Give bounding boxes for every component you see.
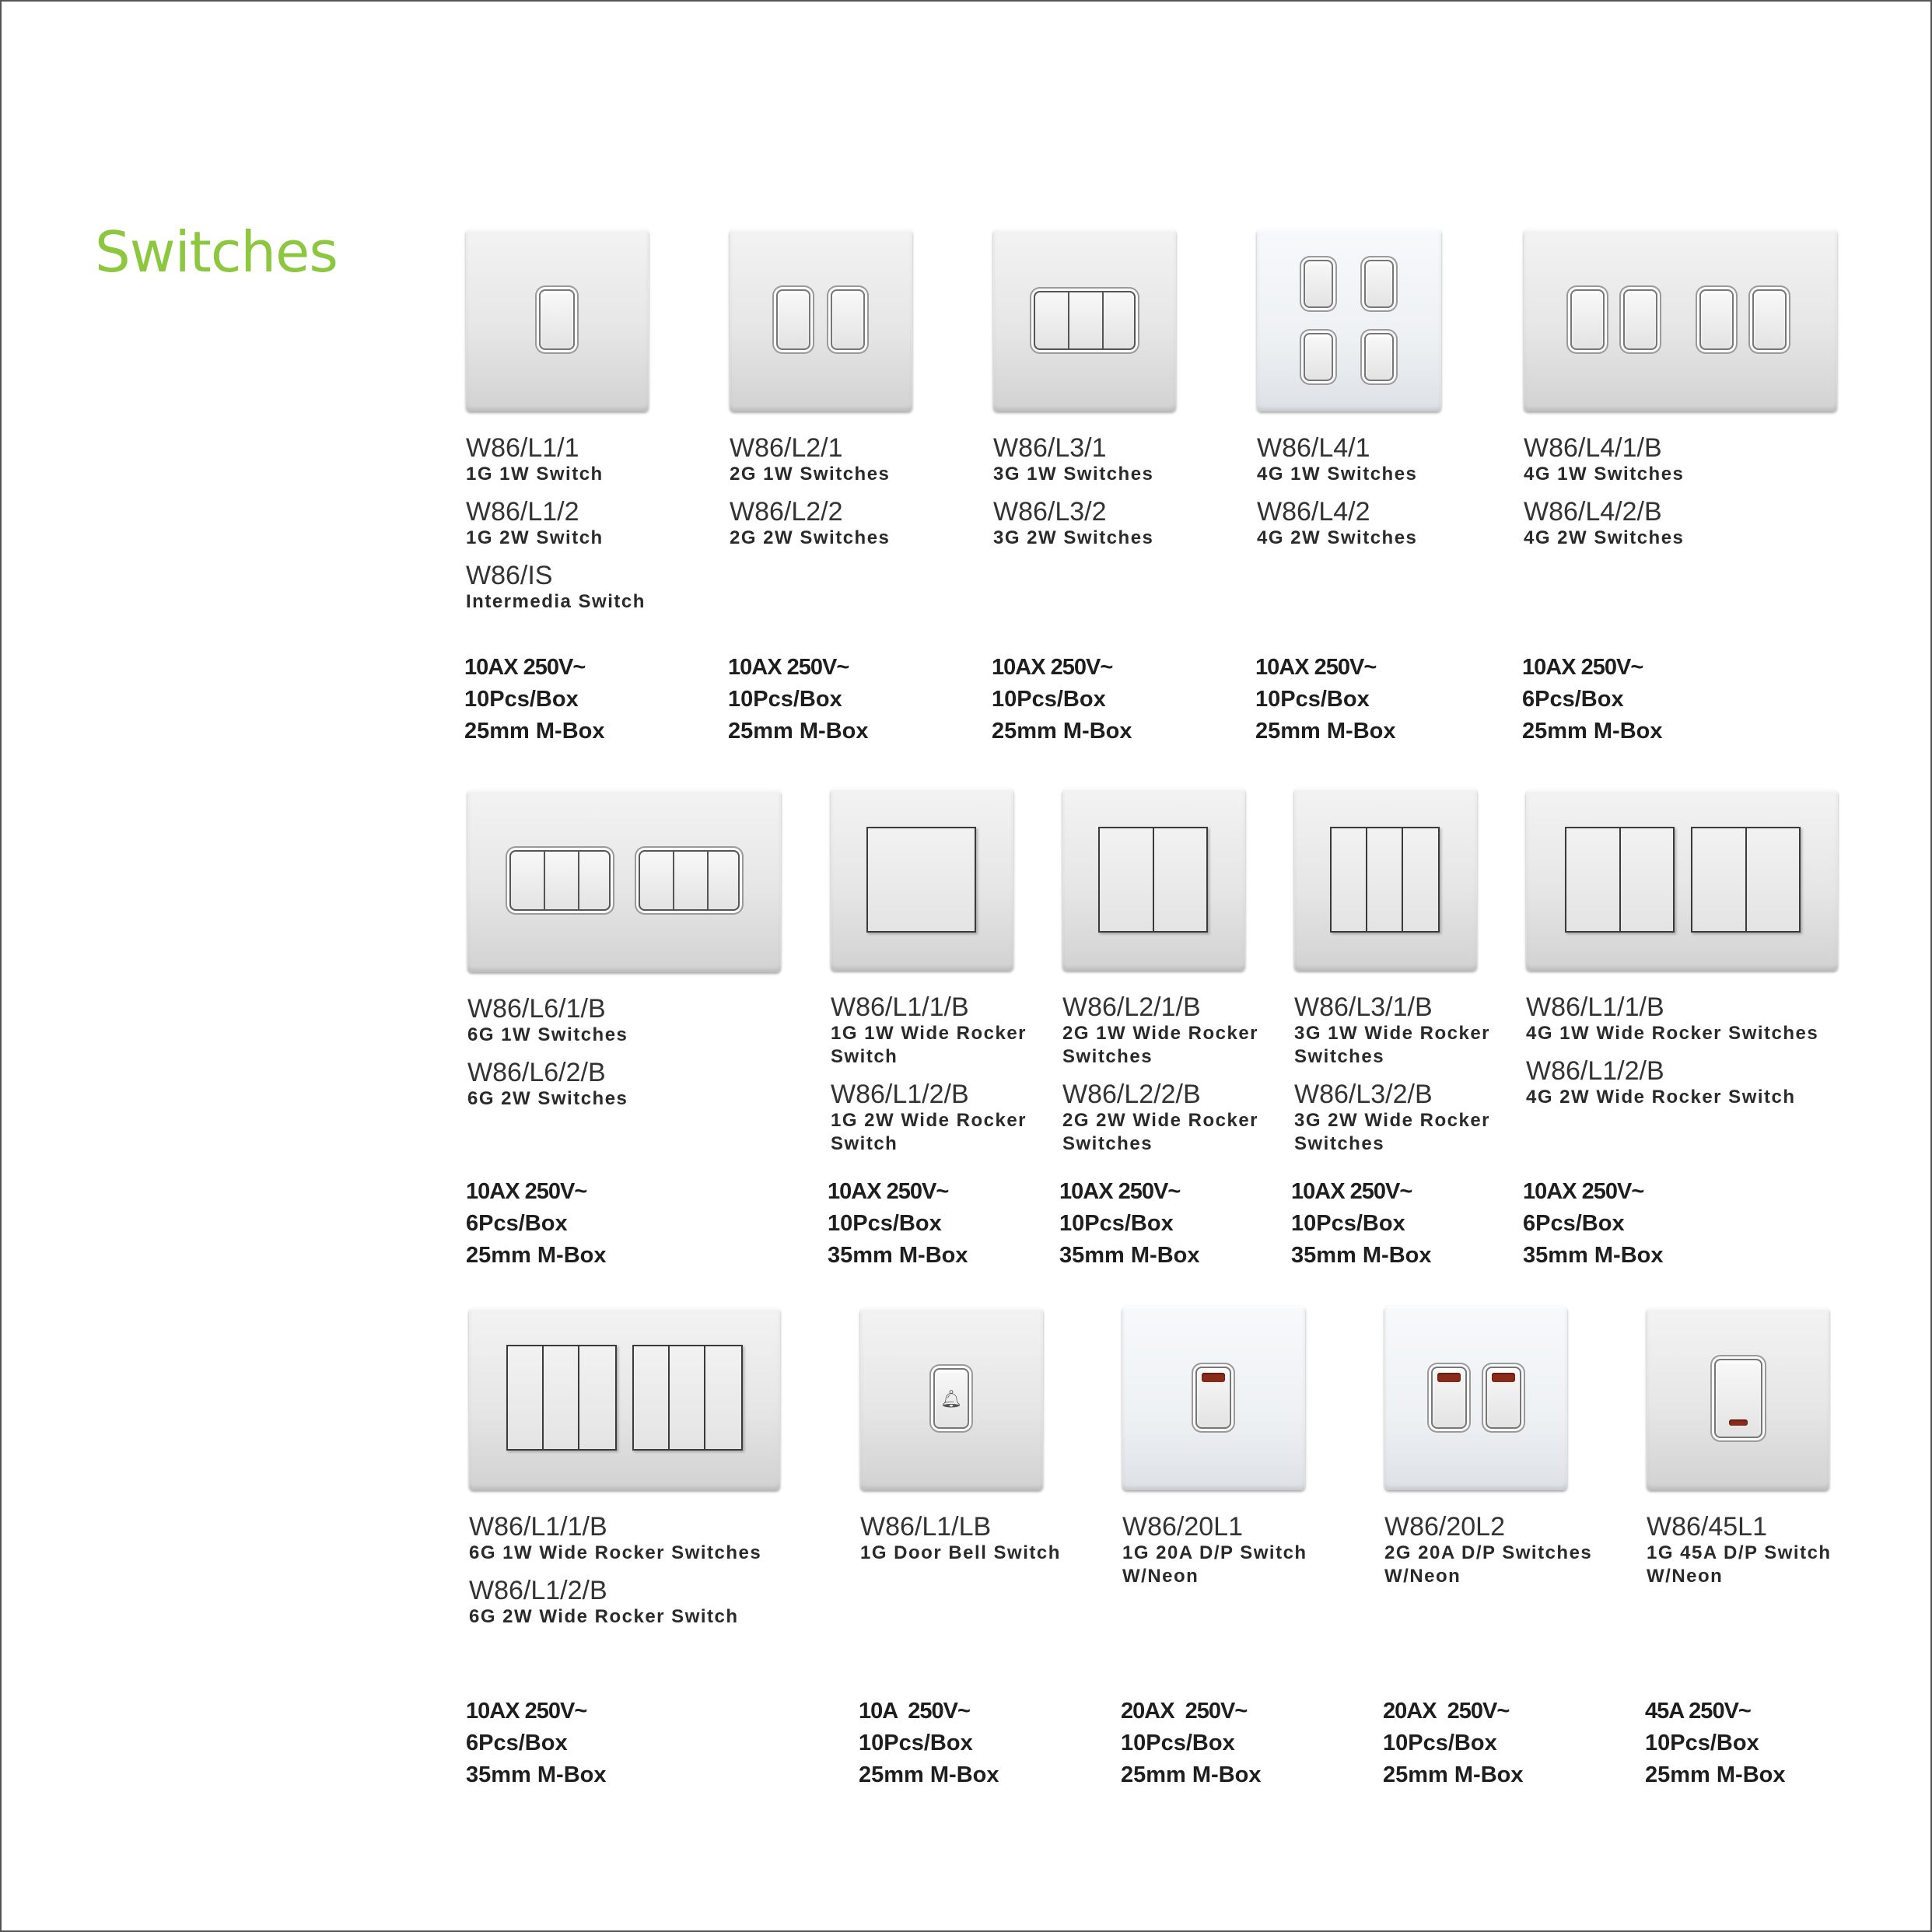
spec-rating: 10AX 250V~ (466, 1179, 587, 1204)
switch-image (1294, 788, 1477, 971)
product-card (469, 1307, 796, 1640)
spec-rating: 20AX 250V~ (1383, 1699, 1510, 1724)
model-number: W86/20L2 (1384, 1512, 1505, 1542)
product-description: 6G 1W Switches (467, 1024, 628, 1045)
switch-rocker (1691, 827, 1801, 933)
product-specs (466, 1696, 607, 1791)
switch-rocker (1714, 1359, 1762, 1438)
switch-image (1526, 789, 1838, 971)
product-description: 6G 2W Switches (467, 1088, 628, 1109)
spec-rating: 10AX 250V~ (464, 655, 586, 680)
switch-rocker (506, 1345, 617, 1451)
switch-rocker (632, 1345, 743, 1451)
spec-mounting-box: 35mm M-Box (466, 1762, 607, 1787)
product-description: 2G 1W Switches (730, 464, 891, 485)
switch-rocker (539, 289, 575, 350)
spec-mounting-box: 25mm M-Box (1383, 1762, 1524, 1787)
switch-rocker (1034, 291, 1136, 350)
spec-pcs-per-box: 10Pcs/Box (1059, 1211, 1174, 1236)
spec-mounting-box: 25mm M-Box (859, 1762, 999, 1787)
product-description: 1G 2W Switch (466, 527, 604, 548)
spec-rating: 20AX 250V~ (1121, 1699, 1248, 1724)
product-card (1384, 1306, 1618, 1599)
neon-indicator (1202, 1373, 1225, 1382)
switch-image (993, 229, 1176, 411)
product-description: 4G 1W Wide Rocker Switches (1526, 1023, 1819, 1044)
product-description: 1G 45A D/P Switch W/Neon (1647, 1542, 1832, 1587)
spec-mounting-box: 25mm M-Box (1255, 719, 1396, 744)
product-description: 4G 1W Switches (1524, 464, 1685, 485)
spec-rating: 10AX 250V~ (1522, 655, 1643, 680)
product-description: 6G 2W Wide Rocker Switch (469, 1606, 739, 1627)
model-number: W86/L1/2/B (831, 1080, 969, 1109)
product-description: 3G 1W Switches (993, 464, 1154, 485)
spec-pcs-per-box: 10Pcs/Box (1255, 687, 1370, 712)
spec-pcs-per-box: 10Pcs/Box (1383, 1731, 1497, 1755)
product-specs (828, 1176, 968, 1272)
product-description: 1G 1W Wide Rocker Switch (831, 1023, 1027, 1067)
switch-rocker (933, 1368, 969, 1429)
product-specs (1059, 1176, 1200, 1272)
product-description: 4G 2W Wide Rocker Switch (1526, 1087, 1796, 1108)
model-number: W86/L4/2 (1257, 497, 1370, 527)
spec-pcs-per-box: 10Pcs/Box (828, 1211, 942, 1236)
spec-pcs-per-box: 10Pcs/Box (859, 1731, 973, 1755)
model-number: W86/L2/2 (730, 497, 843, 527)
switch-image (860, 1307, 1043, 1490)
product-description: 1G Door Bell Switch (860, 1542, 1061, 1563)
spec-mounting-box: 35mm M-Box (1291, 1243, 1432, 1268)
spec-pcs-per-box: 10Pcs/Box (992, 687, 1106, 712)
neon-indicator (1437, 1373, 1461, 1382)
spec-pcs-per-box: 6Pcs/Box (1522, 687, 1624, 712)
product-description: 3G 2W Switches (993, 527, 1154, 548)
switch-rocker (509, 850, 611, 911)
model-number: W86/L1/1 (466, 433, 579, 463)
model-number: W86/L4/2/B (1524, 497, 1662, 527)
model-number: W86/L6/1/B (467, 994, 606, 1024)
product-description: 1G 1W Switch (466, 464, 604, 485)
product-description: 4G 2W Switches (1257, 527, 1418, 548)
product-description: 3G 1W Wide Rocker Switches (1294, 1023, 1491, 1067)
switch-rocker (1565, 827, 1675, 933)
spec-pcs-per-box: 6Pcs/Box (466, 1731, 568, 1755)
spec-rating: 10AX 250V~ (1059, 1179, 1181, 1204)
product-description: 2G 1W Wide Rocker Switches (1062, 1023, 1259, 1067)
product-specs (1645, 1696, 1786, 1791)
switch-rocker (1486, 1367, 1521, 1429)
product-card (467, 789, 794, 1122)
spec-mounting-box: 35mm M-Box (1059, 1243, 1200, 1268)
neon-indicator (1729, 1419, 1748, 1426)
model-number: W86/L2/1/B (1062, 992, 1201, 1022)
product-description: 1G 20A D/P Switch W/Neon (1122, 1542, 1307, 1587)
spec-pcs-per-box: 6Pcs/Box (466, 1211, 568, 1236)
spec-mounting-box: 25mm M-Box (464, 719, 605, 744)
product-description: 2G 20A D/P Switches W/Neon (1384, 1542, 1593, 1587)
switch-rocker (1364, 260, 1394, 308)
model-number: W86/L3/1/B (1294, 992, 1433, 1022)
model-number: W86/L6/2/B (467, 1058, 606, 1087)
product-specs (1383, 1696, 1524, 1791)
product-description: 3G 2W Wide Rocker Switches (1294, 1110, 1491, 1154)
switch-image (467, 789, 781, 972)
product-description: 4G 1W Switches (1257, 464, 1418, 485)
spec-pcs-per-box: 10Pcs/Box (1645, 1731, 1759, 1755)
model-number: W86/20L1 (1122, 1512, 1243, 1542)
switch-rocker (1364, 333, 1394, 381)
spec-pcs-per-box: 10Pcs/Box (464, 687, 579, 712)
switch-image (1524, 229, 1837, 411)
spec-mounting-box: 25mm M-Box (728, 719, 869, 744)
product-card (1257, 229, 1506, 561)
spec-pcs-per-box: 10Pcs/Box (1121, 1731, 1235, 1755)
switch-image (469, 1307, 780, 1490)
product-description: 2G 2W Wide Rocker Switches (1062, 1110, 1259, 1154)
product-description: 4G 2W Switches (1524, 527, 1685, 548)
switch-image (1122, 1306, 1305, 1490)
product-specs (1121, 1696, 1262, 1791)
spec-pcs-per-box: 10Pcs/Box (1291, 1211, 1405, 1236)
model-number: W86/L3/1 (993, 433, 1107, 463)
model-number: W86/L3/2 (993, 497, 1107, 527)
spec-rating: 10AX 250V~ (1523, 1179, 1644, 1204)
spec-mounting-box: 25mm M-Box (1121, 1762, 1262, 1787)
spec-mounting-box: 35mm M-Box (1523, 1243, 1664, 1268)
spec-rating: 10AX 250V~ (1255, 655, 1377, 680)
switch-rocker (866, 827, 976, 933)
product-card (466, 229, 715, 625)
switch-image (1062, 788, 1245, 971)
product-description: 1G 2W Wide Rocker Switch (831, 1110, 1027, 1154)
spec-rating: 10AX 250V~ (466, 1699, 587, 1724)
product-specs (1522, 652, 1663, 747)
switch-rocker (1699, 289, 1734, 350)
product-card (1294, 788, 1520, 1167)
switch-rocker (1752, 289, 1787, 350)
switch-rocker (776, 289, 810, 350)
spec-pcs-per-box: 6Pcs/Box (1523, 1211, 1625, 1236)
product-card (831, 788, 1056, 1167)
product-card (1062, 788, 1288, 1167)
model-number: W86/L2/1 (730, 433, 843, 463)
spec-pcs-per-box: 10Pcs/Box (728, 687, 842, 712)
switch-image (466, 229, 649, 411)
product-specs (1523, 1176, 1664, 1272)
spec-rating: 10AX 250V~ (992, 655, 1113, 680)
spec-mounting-box: 25mm M-Box (1645, 1762, 1786, 1787)
spec-mounting-box: 35mm M-Box (828, 1243, 968, 1268)
switch-rocker (1195, 1367, 1231, 1429)
model-number: W86/L1/1/B (469, 1512, 607, 1542)
model-number: W86/L4/1 (1257, 433, 1370, 463)
spec-mounting-box: 25mm M-Box (992, 719, 1132, 744)
switch-rocker (1570, 289, 1605, 350)
model-number: W86/L2/2/B (1062, 1080, 1201, 1109)
spec-rating: 10AX 250V~ (728, 655, 849, 680)
model-number: W86/L1/1/B (831, 992, 969, 1022)
product-specs (1291, 1176, 1432, 1272)
product-specs (859, 1696, 999, 1791)
model-number: W86/L1/LB (860, 1512, 992, 1542)
product-specs (466, 1176, 607, 1272)
switch-image (1384, 1306, 1567, 1490)
model-number: W86/L4/1/B (1524, 433, 1662, 463)
spec-rating: 45A 250V~ (1645, 1699, 1751, 1724)
spec-rating: 10AX 250V~ (1291, 1179, 1412, 1204)
model-number: W86/45L1 (1647, 1512, 1767, 1542)
model-number: W86/L3/2/B (1294, 1080, 1433, 1109)
product-card (730, 229, 978, 561)
product-card (1122, 1306, 1356, 1599)
page-title: Switches (95, 219, 338, 285)
product-specs (728, 652, 869, 747)
spec-mounting-box: 25mm M-Box (1522, 719, 1663, 744)
switch-image (730, 229, 912, 411)
spec-rating: 10A 250V~ (859, 1699, 970, 1724)
product-description: 2G 2W Switches (730, 527, 891, 548)
switch-rocker (831, 289, 865, 350)
model-number: W86/L1/2/B (469, 1576, 607, 1605)
product-specs (992, 652, 1132, 747)
product-card (1524, 229, 1850, 561)
model-number: W86/L1/2/B (1526, 1056, 1664, 1086)
spec-rating: 10AX 250V~ (828, 1179, 949, 1204)
model-number: W86/L1/2 (466, 497, 579, 527)
switch-rocker (639, 850, 740, 911)
product-card (860, 1307, 1109, 1576)
switch-image (831, 788, 1013, 971)
product-description: 6G 1W Wide Rocker Switches (469, 1542, 762, 1563)
product-card (993, 229, 1242, 561)
switch-rocker (1098, 827, 1208, 933)
switch-rocker (1304, 333, 1333, 381)
product-card (1526, 789, 1853, 1120)
switch-rocker (1623, 289, 1657, 350)
spec-mounting-box: 25mm M-Box (466, 1243, 607, 1268)
product-specs (464, 652, 605, 747)
product-description: Intermedia Switch (466, 591, 646, 612)
model-number: W86/L1/1/B (1526, 992, 1664, 1022)
model-number: W86/IS (466, 561, 553, 590)
product-specs (1255, 652, 1396, 747)
bell-icon: 🔔︎ (940, 1389, 962, 1409)
product-card (1647, 1307, 1880, 1599)
switch-image (1647, 1307, 1829, 1490)
switch-rocker (1330, 827, 1440, 933)
switch-rocker (1304, 260, 1333, 308)
switch-rocker (1431, 1367, 1467, 1429)
neon-indicator (1492, 1373, 1515, 1382)
switch-image (1257, 229, 1441, 411)
